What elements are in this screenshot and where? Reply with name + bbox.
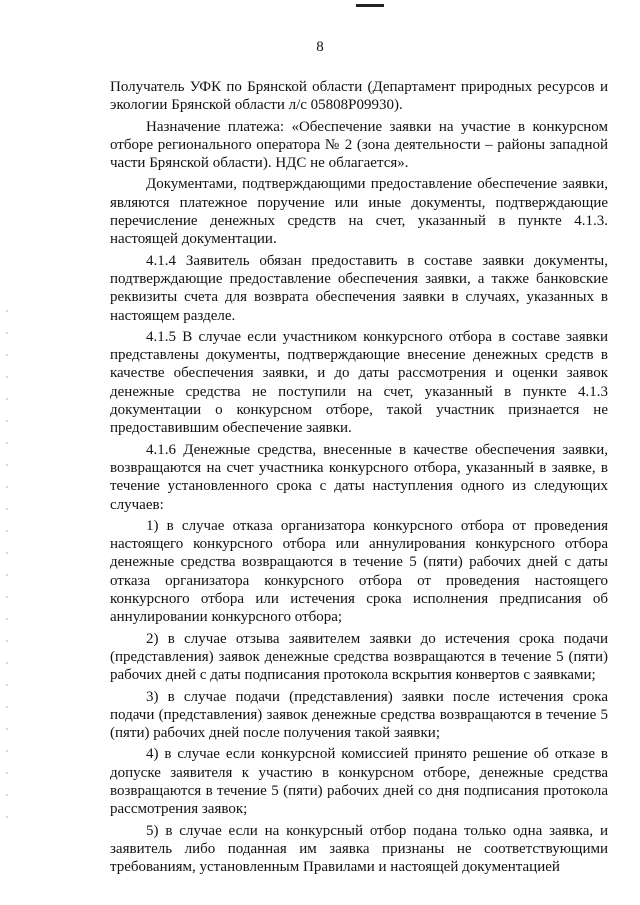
list-item-5: 5) в случае если на конкурсный отбор подана только одна заявка, и заявитель либо поданная им заявка признаны не соответствующими требованиям, установленным Правилами и настоящей документацией — [110, 822, 608, 876]
list-item-2: 2) в случае отзыва заявителем заявки до истечения срока подачи (представления) заявок денежные средства возвращаются в течение 5 (пяти) рабочих дней с даты подписания протокола вскрытия конвертов с заявками; — [110, 630, 608, 684]
page-number: 8 — [316, 39, 324, 55]
paragraph-recipient: Получатель УФК по Брянской области (Департамент природных ресурсов и экологии Брянской области л/с 05808Р09930). — [110, 79, 608, 114]
paragraph-4-1-6: 4.1.6 Денежные средства, внесенные в качестве обеспечения заявки, возвращаются на счет участника конкурсного отбора, указанный в заявке, в течение установленного срока с даты наступления одного из следующих случаев: — [110, 441, 608, 513]
paragraph-payment-purpose: Назначение платежа: «Обеспечение заявки на участие в конкурсном отборе регионального оператора № 2 (зона деятельности – районы западной части Брянской области). НДС не облагается». — [110, 118, 608, 172]
list-item-3: 3) в случае подачи (представления) заявки после истечения срока подачи (представления) заявок денежные средства возвращаются в течение 5 (пяти) рабочих дней после получения такой заявки; — [110, 688, 608, 742]
list-item-4: 4) в случае если конкурсной комиссией принято решение об отказе в допуске заявителя к участию в конкурсном отборе, денежные средства возвращаются в течение 5 (пяти) рабочих дней со дня подписания протокола рассмотрения заявок; — [110, 746, 608, 818]
scan-margin-dots — [6, 300, 8, 820]
paragraph-4-1-4: 4.1.4 Заявитель обязан предоставить в составе заявки документы, подтверждающие предоставление обеспечения заявки, а также банковские реквизиты счета для возврата обеспечения заявки в случаях, указанных в настоящем разделе. — [110, 252, 608, 324]
paragraph-supporting-documents: Документами, подтверждающими предоставление обеспечение заявки, являются платежное поручение или иные документы, подтверждающие перечисление денежных средств на счет, указанный в пункте 4.1.3. настоящей документации. — [110, 176, 608, 248]
paragraph-4-1-5: 4.1.5 В случае если участником конкурсного отбора в составе заявки представлены документы, подтверждающие внесение денежных средств в качестве обеспечения заявки, и до даты рассмотрения и оценки заявок денежные средства не поступили на счет, указанный в пункте 4.1.3 документации о конкурсном отборе, такой участник признается не предоставившим обеспечение заявки. — [110, 328, 608, 437]
document-body — [110, 78, 608, 879]
scan-mark — [356, 4, 384, 7]
list-item-1: 1) в случае отказа организатора конкурсного отбора от проведения настоящего конкурсного отбора или аннулирования конкурсного отбора денежные средства возвращаются в течение 5 (пяти) рабочих дней с даты отказа организатора конкурсного отбора от проведения настоящего конкурсного отбора или истечения срока исполнения предписания об аннулировании конкурсного отбора; — [110, 517, 608, 626]
